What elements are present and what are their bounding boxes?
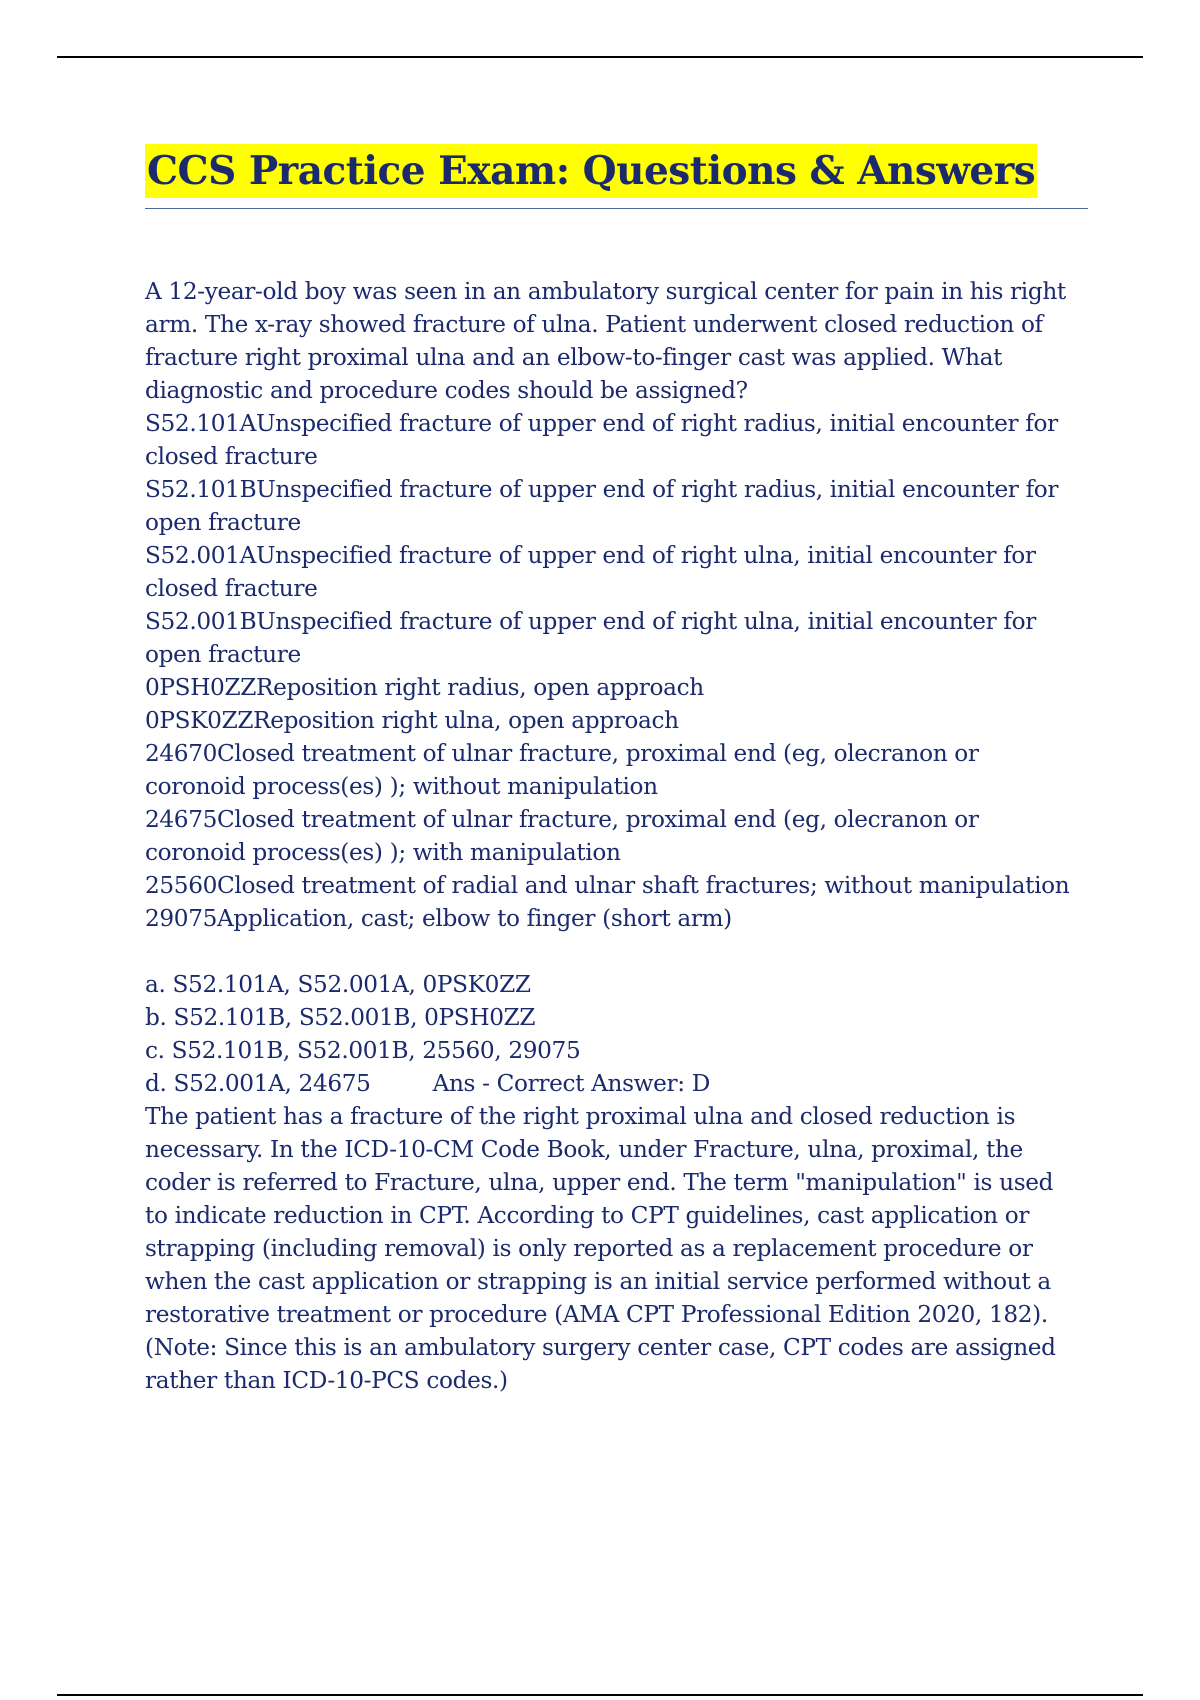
code-item: 24675Closed treatment of ulnar fracture, proximal end (eg, olecranon or coronoid process(es) ); with manipulation [145, 806, 979, 866]
code-item: S52.001BUnspecified fracture of upper end of right ulna, initial encounter for open fracture [145, 608, 1036, 668]
code-item: 25560Closed treatment of radial and ulnar shaft fractures; without manipulation [145, 872, 1070, 899]
code-item: 0PSK0ZZReposition right ulna, open approach [145, 707, 679, 734]
bottom-rule [57, 1694, 1143, 1696]
option-a: a. S52.101A, S52.001A, 0PSK0ZZ [145, 971, 531, 998]
option-d: d. S52.001A, 24675 [145, 1070, 371, 1097]
code-item: 0PSH0ZZReposition right radius, open approach [145, 674, 704, 701]
code-item: S52.101BUnspecified fracture of upper end of right radius, initial encounter for open fracture [145, 476, 1059, 536]
option-c: c. S52.101B, S52.001B, 25560, 29075 [145, 1037, 581, 1064]
question-text: A 12-year-old boy was seen in an ambulatory surgical center for pain in his right arm. The x-ray showed fracture of ulna. Patient underwent closed reduction of fracture right proximal ulna and an elbow-to-finger cast was applied. What diagnostic and procedure codes should be assigned? [145, 278, 1066, 404]
correct-answer: Ans - Correct Answer: D [432, 1070, 710, 1097]
document-title: CCS Practice Exam: Questions & Answers [145, 144, 1037, 198]
rationale-text: The patient has a fracture of the right proximal ulna and closed reduction is necessary. In the ICD-10-CM Code Book, under Fracture, ulna, proximal, the coder is referred to Fracture, ulna, upper end. The term "manipulation" is used to indicate reduction in CPT. According to CPT guidelines, cast application or strapping (including removal) is only reported as a replacement procedure or when the cast application or strapping is an initial service performed without a restorative treatment or procedure (AMA CPT Professional Edition 2020, 182). (Note: Since this is an ambulatory surgery center case, CPT codes are assigned rather than ICD-10-PCS codes.) [145, 1103, 1056, 1394]
spacer [145, 935, 1080, 968]
code-item: 24670Closed treatment of ulnar fracture, proximal end (eg, olecranon or coronoid process(es) ); without manipulation [145, 740, 979, 800]
top-rule [57, 56, 1143, 58]
title-block [145, 144, 1088, 209]
document-body [145, 275, 1080, 1397]
code-item: 29075Application, cast; elbow to finger (short arm) [145, 905, 732, 932]
option-b: b. S52.101B, S52.001B, 0PSH0ZZ [145, 1004, 536, 1031]
option-d-line [145, 1067, 1080, 1100]
code-item: S52.101AUnspecified fracture of upper end of right radius, initial encounter for closed fracture [145, 410, 1058, 470]
code-item: S52.001AUnspecified fracture of upper end of right ulna, initial encounter for closed fracture [145, 542, 1036, 602]
